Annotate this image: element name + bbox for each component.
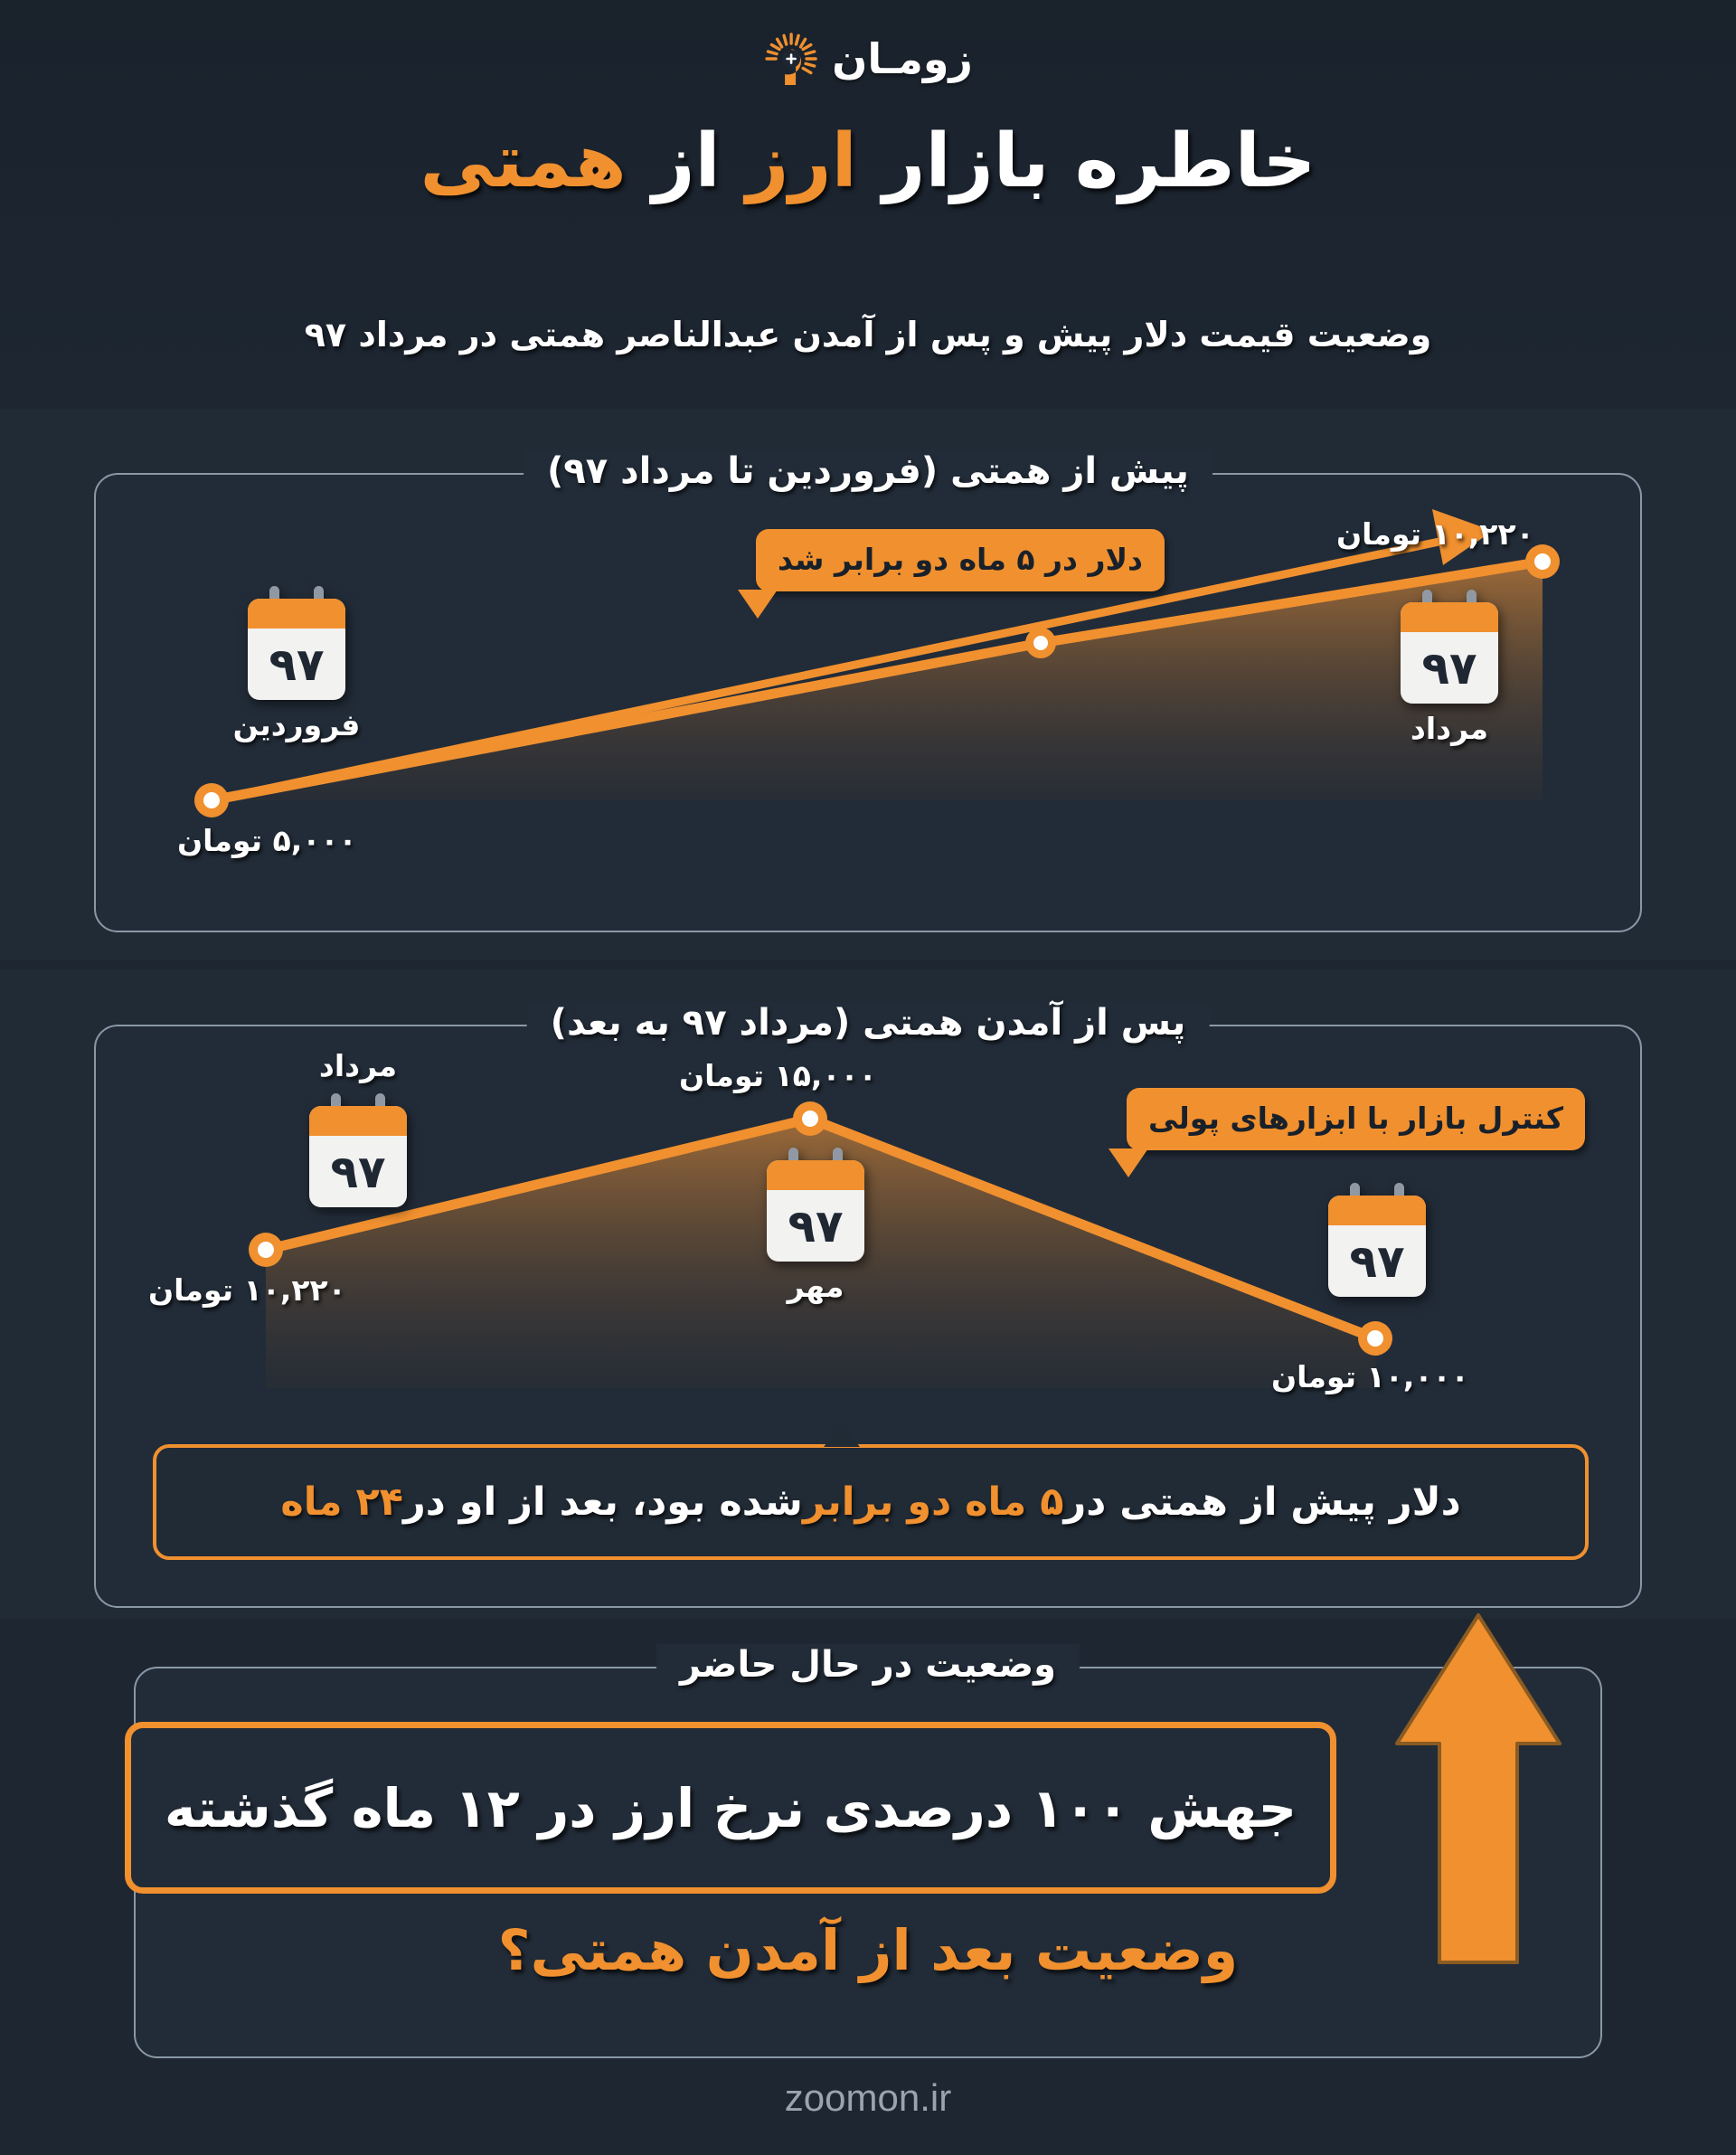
- calendar-year: ۹۷: [1421, 641, 1477, 695]
- title-highlight-1: ارز: [746, 118, 857, 204]
- closing-question: وضعیت بعد از آمدن همتی؟: [497, 1917, 1239, 1983]
- sunburst-magnifier-icon: [763, 31, 819, 87]
- caption-comparison: [153, 1444, 1589, 1560]
- panel-before-title: پیش از همتی (فروردین تا مرداد ۹۷): [524, 450, 1212, 492]
- statement-rate-jump: جهش ۱۰۰ درصدی نرخ ارز در ۱۲ ماه گذشته: [125, 1722, 1336, 1894]
- title-highlight-2: همتی: [420, 118, 627, 204]
- point-value-mehr: ۱۵,۰۰۰ تومان: [679, 1058, 877, 1093]
- header: [0, 0, 1736, 409]
- point-value-mordad-2: ۱۰,۲۲۰ تومان: [148, 1272, 346, 1308]
- point-value-farvardin: ۵,۰۰۰ تومان: [177, 823, 357, 858]
- calendar-month-mehr: مهر: [787, 1269, 844, 1304]
- calendar-year: ۹۷: [269, 638, 325, 691]
- caption-notch: [824, 1423, 860, 1447]
- calendar-year: ۹۷: [330, 1145, 386, 1198]
- calendar-end-2: [1328, 1196, 1426, 1297]
- calendar-year: ۹۷: [1349, 1234, 1405, 1288]
- footer-url[interactable]: zoomon.ir: [784, 2076, 952, 2119]
- caption-part-1: دلار پیش از همتی در: [1063, 1479, 1461, 1525]
- calendar-month-farvardin: فروردین: [232, 707, 361, 742]
- panel-before-hemmati: [94, 450, 1642, 932]
- callout-monetary-tools: کنترل بازار با ابزارهای پولی: [1127, 1088, 1585, 1150]
- calendar-mordad-2: [309, 1106, 407, 1207]
- calendar-mehr: [767, 1160, 864, 1262]
- panel-after-hemmati: [94, 1002, 1642, 1608]
- logo-text: زومـان: [832, 34, 973, 83]
- brand-logo: [763, 31, 973, 87]
- calendar-month-mordad-2: مرداد: [318, 1048, 398, 1083]
- title-part-2: از: [626, 118, 747, 204]
- caption-highlight-1: ۵ ماه دو برابر: [802, 1479, 1064, 1525]
- title-part-1: خاطره بازار: [856, 118, 1316, 204]
- caption-part-2: شده بود، بعد از او در: [402, 1479, 803, 1525]
- panel-current-title: وضعیت در حال حاضر: [656, 1644, 1080, 1686]
- calendar-mordad-1: [1401, 602, 1498, 704]
- calendar-year: ۹۷: [788, 1199, 844, 1252]
- caption-highlight-2: ۲۴ ماه: [280, 1479, 403, 1525]
- calendar-month-mordad-1: مرداد: [1410, 711, 1489, 746]
- panel-after-title: پس از آمدن همتی (مرداد ۹۷ به بعد): [527, 1002, 1210, 1044]
- page-title: [0, 119, 1736, 204]
- page-subtitle: وضعیت قیمت دلار پیش و پس از آمدن عبدالناصر همتی در مرداد ۹۷: [304, 315, 1432, 354]
- point-value-end-2: ۱۰,۰۰۰ تومان: [1271, 1359, 1469, 1394]
- calendar-farvardin: [248, 599, 345, 700]
- point-value-mordad-1: ۱۰,۲۲۰ تومان: [1336, 516, 1534, 552]
- up-arrow-icon: [1392, 1608, 1564, 1970]
- callout-doubled: دلار در ۵ ماه دو برابر شد: [756, 529, 1165, 591]
